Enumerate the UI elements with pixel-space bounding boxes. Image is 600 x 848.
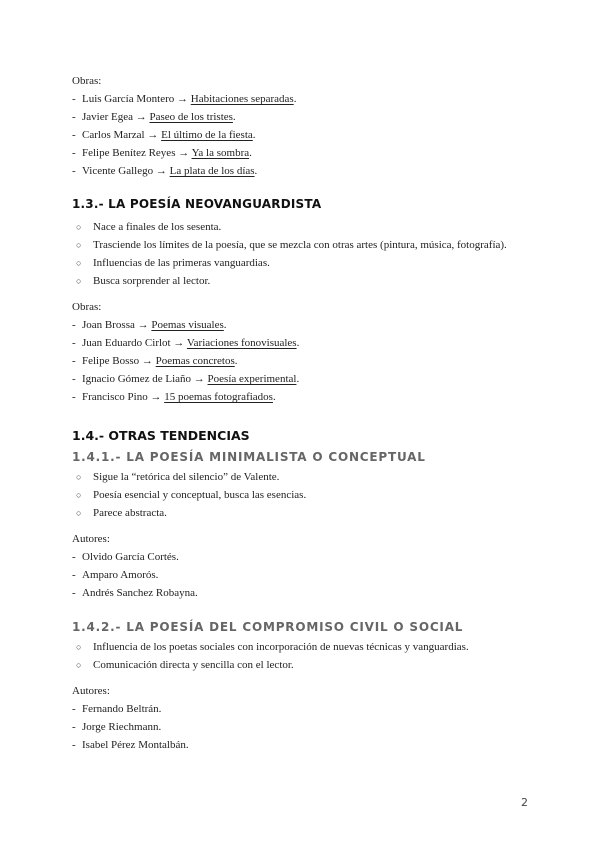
circle-bullet-icon: ○ xyxy=(76,508,82,518)
work-item: - Francisco Pino → 15 poemas fotografiados. xyxy=(72,391,276,403)
work-title: 15 poemas fotografiados xyxy=(164,391,273,403)
bullet-item: ○ Busca sorprender al lector. xyxy=(72,272,542,290)
section-heading: 1.3.- LA POESÍA NEOVANGUARDISTA xyxy=(72,197,322,211)
bullet-item: ○ Poesía esencial y conceptual, busca las esencias. xyxy=(72,486,542,504)
work-item: - Carlos Marzal → El último de la fiesta. xyxy=(72,129,256,141)
work-author: Javier Egea xyxy=(82,111,133,123)
document-page xyxy=(72,72,542,754)
work-title: Paseo de los tristes xyxy=(149,111,233,123)
author-item: - Andrés Sanchez Robayna. xyxy=(72,587,198,599)
author-item: - Amparo Amorós. xyxy=(72,569,159,581)
work-title: Poemas concretos xyxy=(155,355,235,367)
work-title: Poemas visuales xyxy=(151,319,224,331)
bullet-list xyxy=(72,468,542,522)
work-item: - Felipe Bosso → Poemas concretos. xyxy=(72,355,238,367)
works-list xyxy=(72,316,542,406)
circle-bullet-icon: ○ xyxy=(76,222,82,232)
work-author: Felipe Benítez Reyes xyxy=(82,147,176,159)
author-item: - Fernando Beltrán. xyxy=(72,703,162,715)
works-label: Obras: xyxy=(72,301,102,313)
work-item: - Juan Eduardo Cirlot → Variaciones fonovisuales. xyxy=(72,337,300,349)
page-number: 2 xyxy=(521,796,528,809)
works-label: Obras: xyxy=(72,75,102,87)
work-author: Carlos Marzal xyxy=(82,129,145,141)
subsection-heading: 1.4.1.- LA POESÍA MINIMALISTA O CONCEPTUAL xyxy=(72,450,426,464)
circle-bullet-icon: ○ xyxy=(76,642,82,652)
author-item: - Olvido García Cortés. xyxy=(72,551,179,563)
authors-list xyxy=(72,548,542,602)
work-title: Ya la sombra xyxy=(191,147,250,159)
bullet-item: ○ Influencias de las primeras vanguardias. xyxy=(72,254,542,272)
circle-bullet-icon: ○ xyxy=(76,490,82,500)
work-title: La plata de los días xyxy=(169,165,255,177)
work-title: Variaciones fonovisuales xyxy=(186,337,297,349)
bullet-item: ○ Sigue la “retórica del silencio” de Valente. xyxy=(72,468,542,486)
circle-bullet-icon: ○ xyxy=(76,276,82,286)
work-item: - Ignacio Gómez de Liaño → Poesía experimental. xyxy=(72,373,300,385)
bullet-item: ○ Comunicación directa y sencilla con el lector. xyxy=(72,656,542,674)
section-heading: 1.4.- OTRAS TENDENCIAS xyxy=(72,428,250,443)
authors-label: Autores: xyxy=(72,533,110,545)
authors-label: Autores: xyxy=(72,685,110,697)
circle-bullet-icon: ○ xyxy=(76,472,82,482)
work-item: - Luis García Montero → Habitaciones separadas. xyxy=(72,93,297,105)
work-title: El último de la fiesta xyxy=(161,129,253,141)
work-author: Luis García Montero xyxy=(82,93,175,105)
work-title: Poesía experimental xyxy=(207,373,297,385)
subsection-heading: 1.4.2.- LA POESÍA DEL COMPROMISO CIVIL O SOCIAL xyxy=(72,620,464,634)
bullet-list xyxy=(72,218,542,290)
circle-bullet-icon: ○ xyxy=(76,660,82,670)
work-item: - Joan Brossa → Poemas visuales. xyxy=(72,319,227,331)
bullet-item: ○ Nace a finales de los sesenta. xyxy=(72,218,542,236)
bullet-item: ○ Trasciende los límites de la poesía, que se mezcla con otras artes (pintura, música, fotografía). xyxy=(72,236,542,254)
author-item: - Jorge Riechmann. xyxy=(72,721,162,733)
work-item: - Felipe Benítez Reyes → Ya la sombra. xyxy=(72,147,252,159)
circle-bullet-icon: ○ xyxy=(76,240,82,250)
work-title: Habitaciones separadas xyxy=(190,93,294,105)
bullet-item: ○ Influencia de los poetas sociales con incorporación de nuevas técnicas y vanguardias. xyxy=(72,638,542,656)
bullet-list xyxy=(72,638,542,674)
works-list xyxy=(72,90,542,180)
work-author: Vicente Gallego xyxy=(82,165,154,177)
circle-bullet-icon: ○ xyxy=(76,258,82,268)
authors-list xyxy=(72,700,542,754)
author-item: - Isabel Pérez Montalbán. xyxy=(72,739,189,751)
work-item: - Javier Egea → Paseo de los tristes. xyxy=(72,111,236,123)
work-item: - Vicente Gallego → La plata de los días. xyxy=(72,165,258,177)
bullet-item: ○ Parece abstracta. xyxy=(72,504,542,522)
